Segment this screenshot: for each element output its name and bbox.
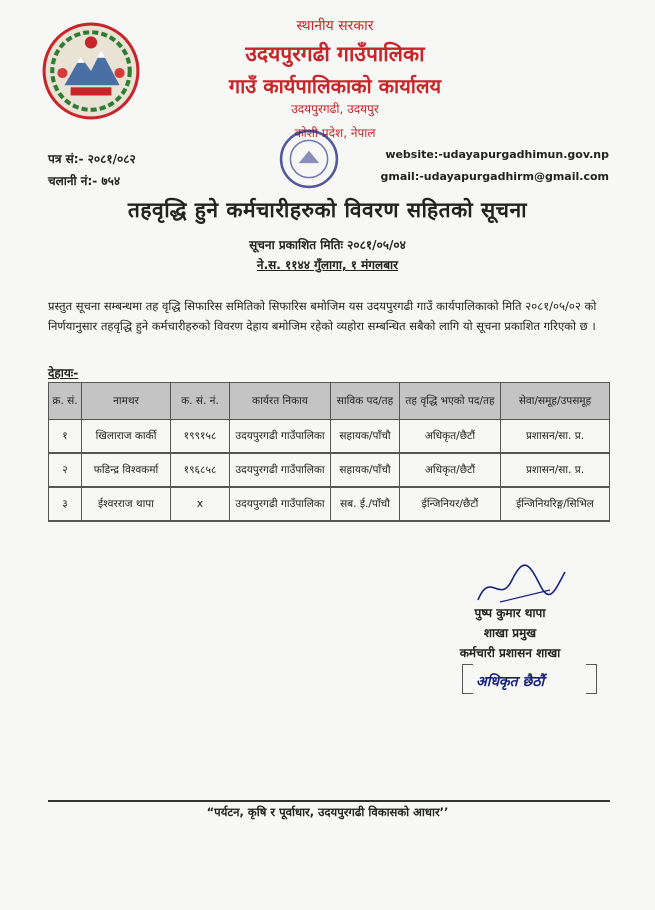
cell-serial: २ <box>49 453 82 487</box>
signatory-name: पुष्प कुमार थापा <box>474 606 546 620</box>
cell-staff-no: १९६८५८ <box>171 453 230 487</box>
col-upgraded-post: तह वृद्धि भएको पद/तह <box>400 383 501 420</box>
cell-staff-no: x <box>171 487 230 521</box>
letter-number: पत्र सं:- २०८१/०८२ <box>48 152 136 166</box>
government-level: स्थानीय सरकार <box>296 18 374 34</box>
col-service-group: सेवा/समूह/उपसमूह <box>501 383 610 420</box>
cell-office: उदयपुरगढी गाउँपालिका <box>230 487 331 521</box>
published-date: सूचना प्रकाशित मितिः २०८१/०५/०४ <box>249 238 406 252</box>
footer-slogan: “पर्यटन, कृषि र पूर्वाधार, उदयपुरगढी विकासको आधार’’ <box>206 805 449 819</box>
cell-serial: ३ <box>49 487 82 521</box>
signature-icon <box>470 560 570 610</box>
cell-upgraded-post: अधिकृत/छैटौं <box>400 453 501 487</box>
cell-name: फडिन्द्र विश्वकर्मा <box>82 453 171 487</box>
cell-upgraded-post: अधिकृत/छैटौं <box>400 420 501 454</box>
gmail: gmail:-udayapurgadhirm@gmail.com <box>380 170 609 183</box>
cell-previous-post: सहायक/पाँचौ <box>331 453 400 487</box>
table-row <box>49 420 610 454</box>
province-country: कोशी प्रदेश, नेपाल <box>294 126 376 140</box>
cell-serial: १ <box>49 420 82 454</box>
municipality-name: उदयपुरगढी गाउँपालिका <box>245 42 425 66</box>
employee-table <box>48 382 610 522</box>
cell-name: खिलाराज कार्की <box>82 420 171 454</box>
cell-staff-no: १९९१५८ <box>171 420 230 454</box>
col-office: कार्यरत निकाय <box>230 383 331 420</box>
cell-office: उदयपुरगढी गाउँपालिका <box>230 453 331 487</box>
col-serial: क्र. सं. <box>49 383 82 420</box>
notice-body: प्रस्तुत सूचना सम्बन्धमा तह वृद्धि सिफारिस समितिको सिफारिस बमोजिम यस उदयपुरगढी गाउँ कार्यपालिकाको मिति २०८१/०५/०२ को निर्णयानुसार तहवृद्धि हुने कर्मचारीहरुको विवरण देहाय बमोजिम रहेको व्यहोरा सम्बन्धित सबैको लागि यो सूचना प्रकाशित गरिएको छ । <box>48 299 597 333</box>
stamp-bracket-right <box>586 664 597 694</box>
table-header-row <box>49 383 610 420</box>
nepal-emblem-icon <box>40 20 142 122</box>
signatory-section: कर्मचारी प्रशासन शाखा <box>459 646 561 660</box>
cell-name: ईश्वरराज थापा <box>82 487 171 521</box>
cell-service-group: प्रशासन/सा. प्र. <box>501 453 610 487</box>
dispatch-number: चलानी नं:- ७५४ <box>48 174 121 188</box>
stamp-bracket-left <box>462 664 473 694</box>
cell-previous-post: सहायक/पाँचौ <box>331 420 400 454</box>
signatory-position: शाखा प्रमुख <box>483 626 537 640</box>
col-previous-post: साविक पद/तह <box>331 383 400 420</box>
officer-stamp: अधिकृत छैठौं <box>476 674 545 690</box>
office-seal-icon <box>278 128 340 190</box>
col-staff-no: क. सं. नं. <box>171 383 230 420</box>
col-name: नामथर <box>82 383 171 420</box>
cell-upgraded-post: ईन्जिनियर/छैटौं <box>400 487 501 521</box>
cell-office: उदयपुरगढी गाउँपालिका <box>230 420 331 454</box>
office-name: गाउँ कार्यपालिकाको कार्यालय <box>228 74 442 98</box>
website: website:-udayapurgadhimun.gov.np <box>385 148 609 161</box>
cell-service-group: प्रशासन/सा. प्र. <box>501 420 610 454</box>
office-address: उदयपुरगढी, उदयपुर <box>291 102 379 116</box>
table-row <box>49 453 610 487</box>
table-row <box>49 487 610 521</box>
cell-service-group: ईन्जिनियरिङ्ग/सिभिल <box>501 487 610 521</box>
cell-previous-post: सब. ई./पाँचौ <box>331 487 400 521</box>
details-label: देहायः- <box>48 366 79 380</box>
footer-divider <box>48 800 610 802</box>
notice-title: तहवृद्धि हुने कर्मचारीहरुको विवरण सहितको सूचना <box>127 198 528 222</box>
nepal-sambat-date: ने.स. ११४४ गुँलागा, १ मंगलबार <box>256 258 399 272</box>
